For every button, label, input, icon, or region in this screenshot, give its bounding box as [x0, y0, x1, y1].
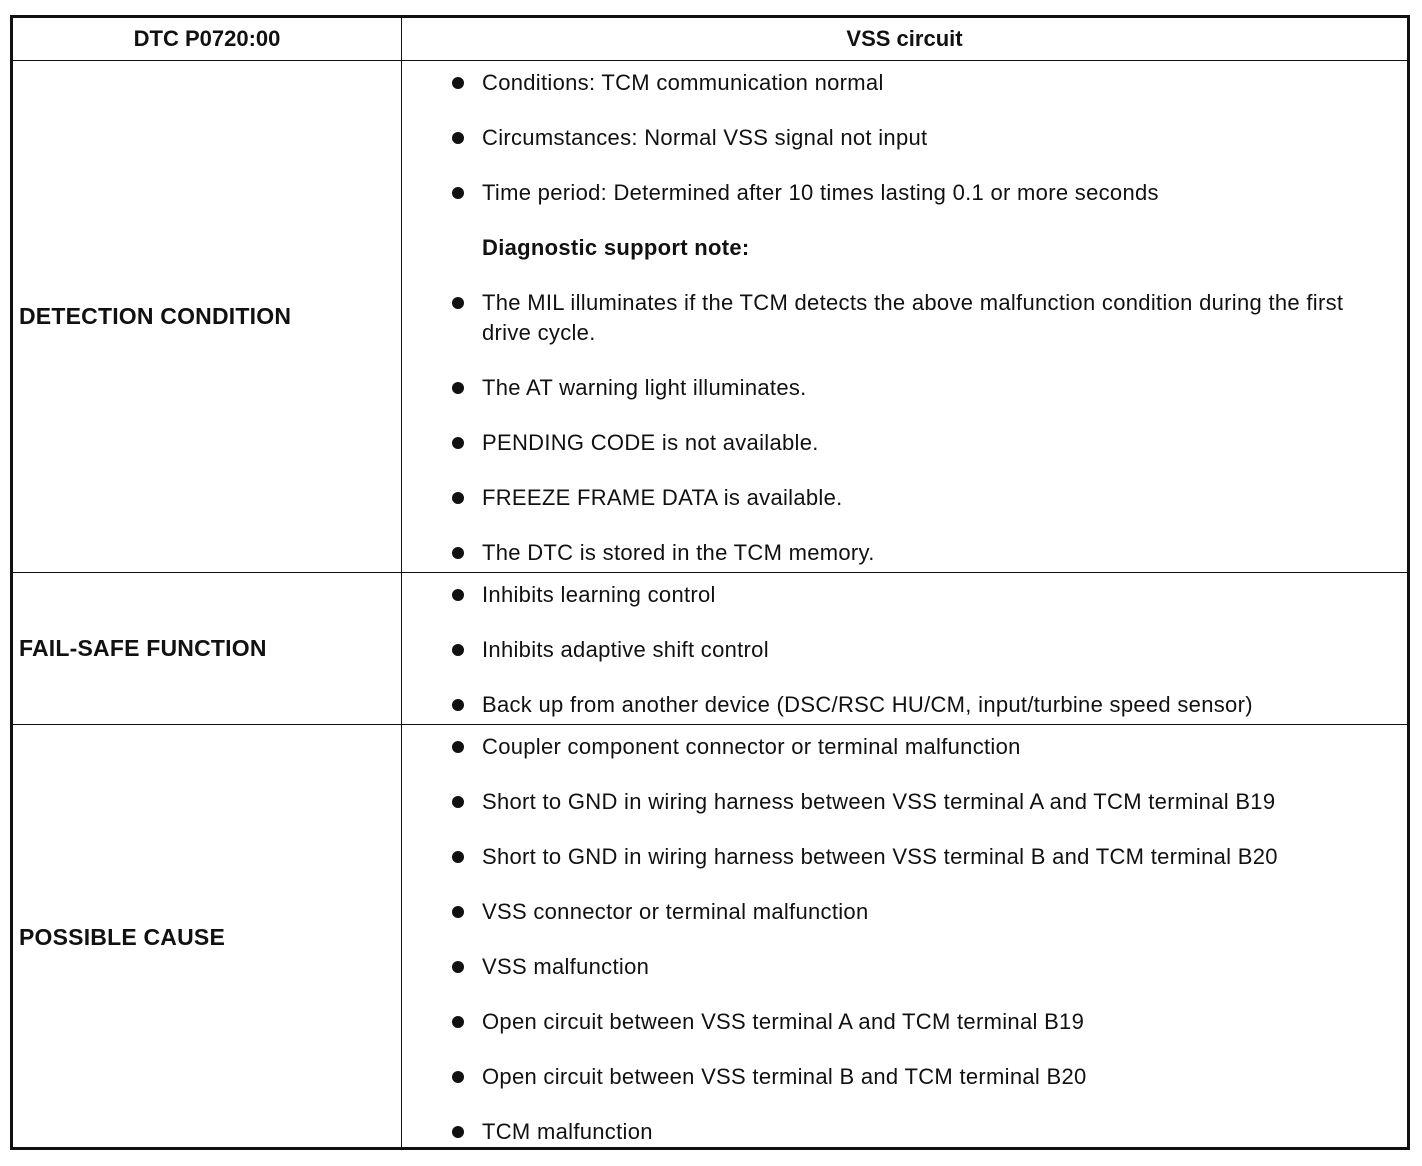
list-item: PENDING CODE is not available. — [482, 430, 819, 455]
possible-cause-row — [13, 725, 1407, 1150]
list-item: VSS connector or terminal malfunction — [482, 899, 869, 924]
list-item: FREEZE FRAME DATA is available. — [482, 485, 843, 510]
list-item: The AT warning light illuminates. — [482, 375, 807, 400]
list-item: Inhibits learning control — [482, 582, 716, 607]
bullet-icon — [452, 699, 464, 711]
fail-safe-row — [13, 573, 1407, 725]
bullet-icon — [452, 741, 464, 753]
list-item: The DTC is stored in the TCM memory. — [482, 540, 875, 565]
bullet-icon — [452, 851, 464, 863]
bullet-icon — [452, 492, 464, 504]
fail-safe-label: FAIL-SAFE FUNCTION — [19, 635, 267, 661]
possible-cause-label-cell — [13, 725, 402, 1150]
bullet-icon — [452, 1126, 464, 1138]
bullet-icon — [452, 297, 464, 309]
list-item: Open circuit between VSS terminal A and TCM terminal B19 — [482, 1009, 1085, 1034]
bullet-icon — [452, 644, 464, 656]
bullet-icon — [452, 437, 464, 449]
list-item: Short to GND in wiring harness between VSS terminal A and TCM terminal B19 — [482, 789, 1276, 814]
bullet-icon — [452, 1071, 464, 1083]
list-item: Short to GND in wiring harness between VSS terminal B and TCM terminal B20 — [482, 844, 1278, 869]
bullet-icon — [452, 187, 464, 199]
detection-content-cell — [402, 61, 1407, 572]
list-item: The MIL illuminates if the TCM detects the above malfunction condition during the first drive cycle. — [482, 290, 1344, 345]
bullet-icon — [452, 547, 464, 559]
dtc-code: DTC P0720:00 — [133, 26, 281, 51]
fail-safe-label-cell — [13, 573, 402, 724]
bullet-icon — [452, 961, 464, 973]
list-item: Coupler component connector or terminal malfunction — [482, 734, 1021, 759]
header-code-cell — [13, 18, 402, 60]
list-item: Inhibits adaptive shift control — [482, 637, 769, 662]
detection-label-cell — [13, 61, 402, 572]
list-item: TCM malfunction — [482, 1119, 653, 1144]
bullet-icon — [452, 1016, 464, 1028]
list-item: Conditions: TCM communication normal — [482, 70, 884, 95]
detection-condition-label: DETECTION CONDITION — [19, 303, 292, 329]
bullet-icon — [452, 132, 464, 144]
bullet-icon — [452, 589, 464, 601]
possible-cause-content-cell — [402, 725, 1407, 1150]
bullet-icon — [452, 382, 464, 394]
table-header-row — [13, 18, 1407, 61]
list-item: Circumstances: Normal VSS signal not input — [482, 125, 928, 150]
header-title-cell — [402, 18, 1407, 60]
diagnostic-note-title: Diagnostic support note: — [482, 235, 750, 260]
fail-safe-content-cell — [402, 573, 1407, 724]
dtc-table — [10, 15, 1410, 1150]
list-item: VSS malfunction — [482, 954, 650, 979]
detection-condition-row — [13, 61, 1407, 573]
list-item: Back up from another device (DSC/RSC HU/CM, input/turbine speed sensor) — [482, 692, 1253, 717]
dtc-title: VSS circuit — [846, 26, 963, 51]
list-item: Time period: Determined after 10 times lasting 0.1 or more seconds — [482, 180, 1159, 205]
bullet-icon — [452, 906, 464, 918]
list-item: Open circuit between VSS terminal B and TCM terminal B20 — [482, 1064, 1087, 1089]
possible-cause-label: POSSIBLE CAUSE — [19, 924, 226, 950]
bullet-icon — [452, 796, 464, 808]
bullet-icon — [452, 77, 464, 89]
